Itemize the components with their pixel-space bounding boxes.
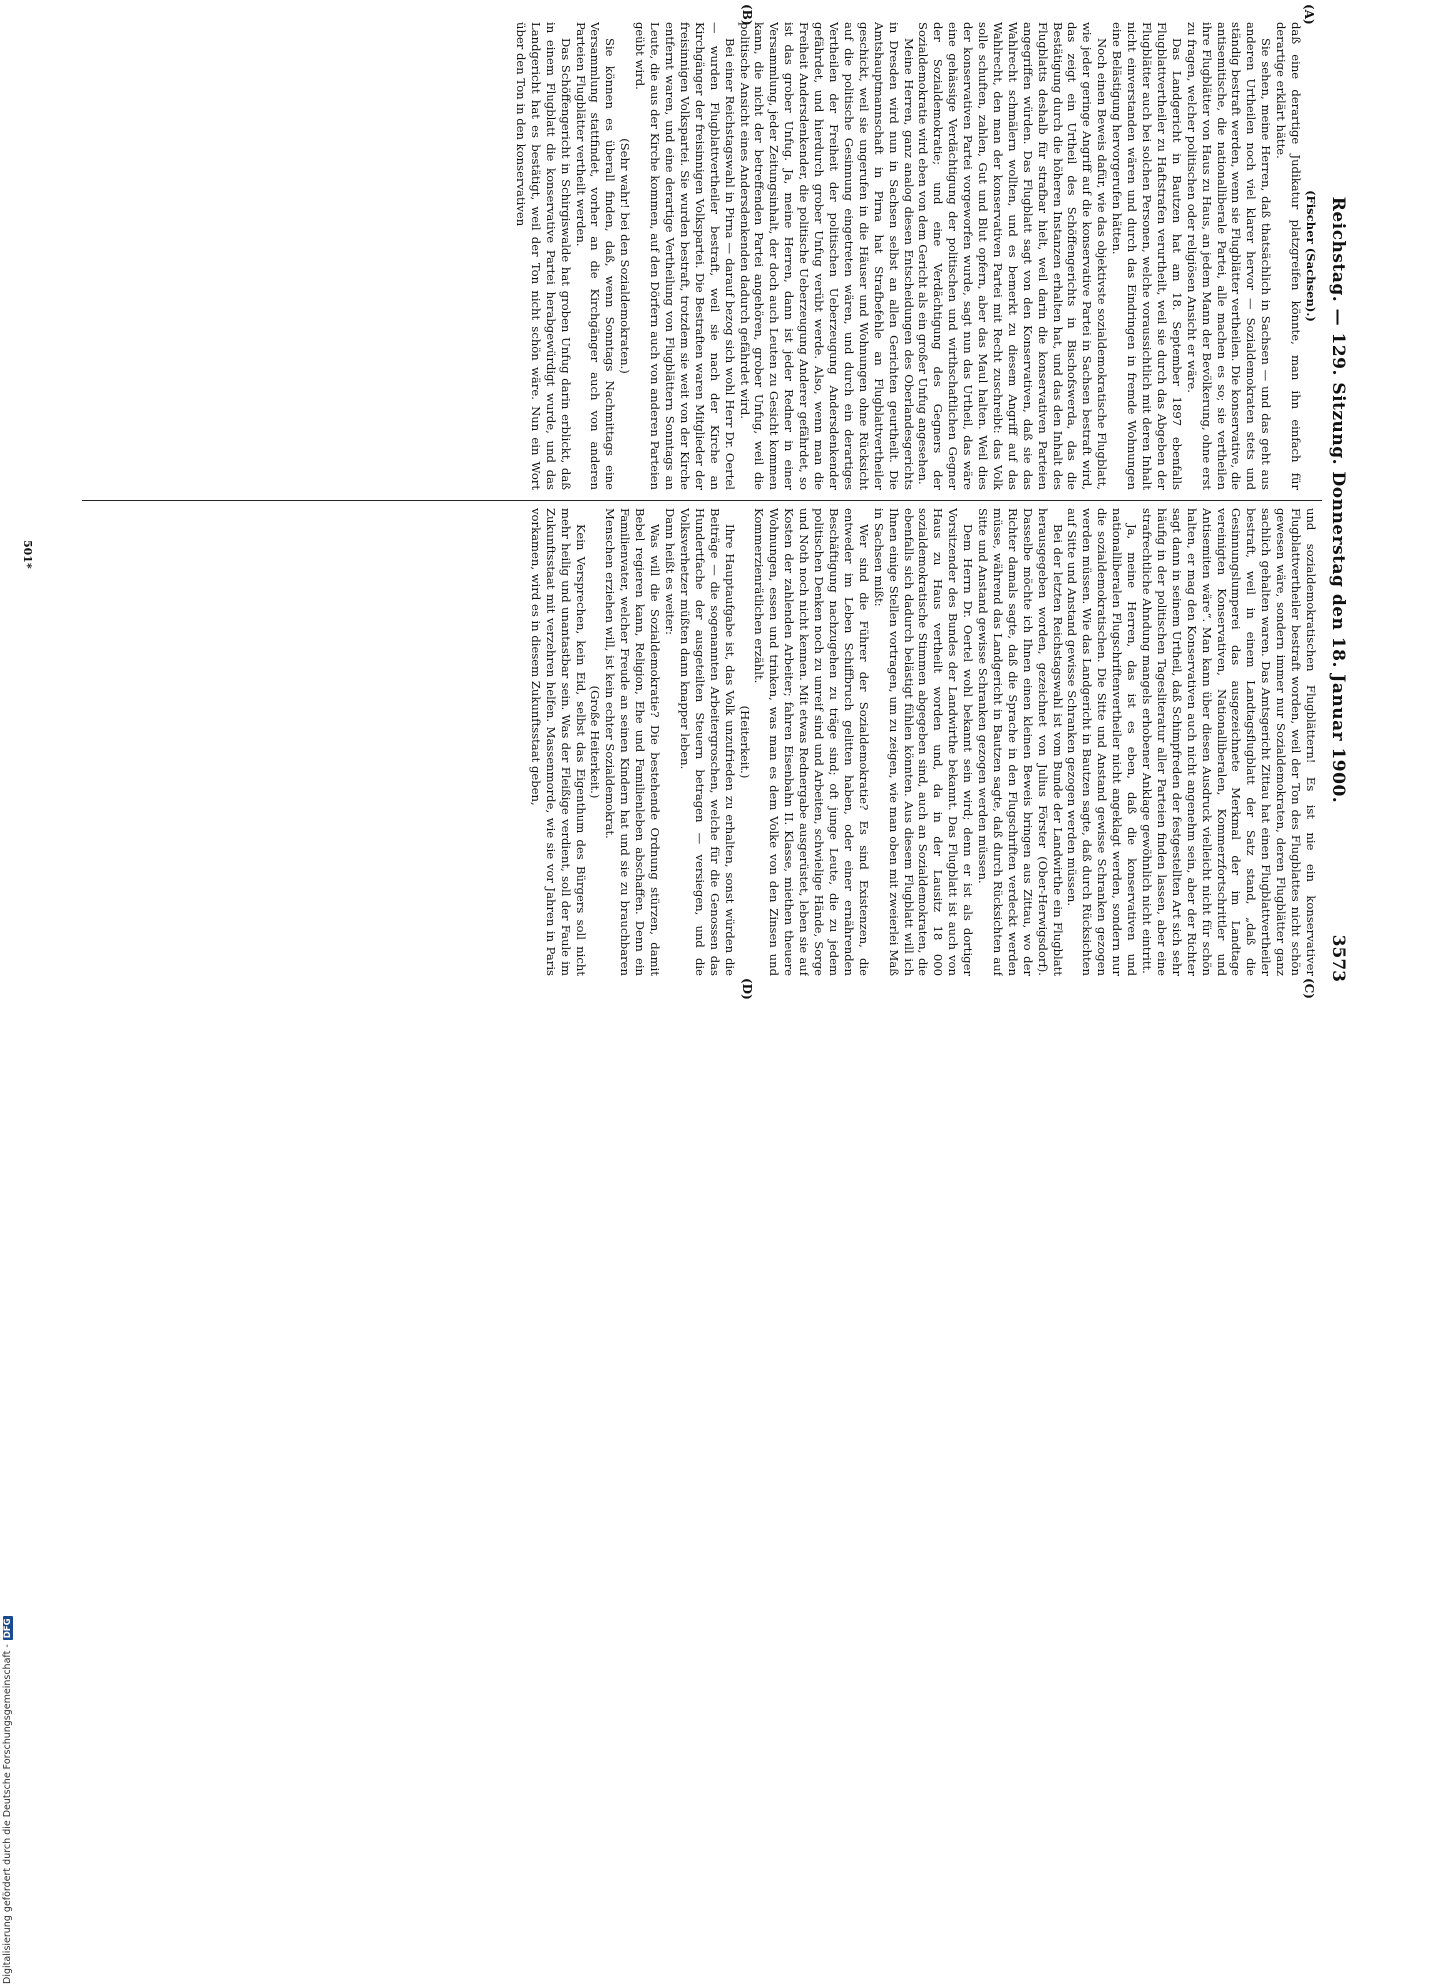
running-head: Reichstag. — 129. Sitzung. Donnerstag den 18. Januar 1900. xyxy=(1328,196,1348,804)
right-column xyxy=(528,508,1318,976)
margin-marker-c: (C) xyxy=(1302,978,1316,999)
margin-marker-a: (A) xyxy=(1302,4,1316,25)
page-number: 3573 xyxy=(1328,934,1348,982)
paragraph: Sie können es überall finden, daß, wenn Sonntags Nachmittags eine Versammlung stattfindet, vorher an die Kirchgänger auch von anderen Parteien Flugblätter vertheilt werden. xyxy=(573,22,618,490)
quoted-paragraph: Wer sind die Führer der Sozialdemokratie? Es sind Existenzen, die entweder im Leben Schiffbruch gelitten haben, oder einer ernährenden Beschäftigung nachzugehen zu träge sind; oft junge Leute, die zu jedem politischen Denken noch zu unreif sind und Arbeiten, schwielige Hände, Sorge und Noth noch nicht kennen. Mit etwas Rednergabe ausgerüstet, leben sie auf Kosten der zahlenden Arbeiter; fahren Eisenbahn II. Klasse, miethen theuere Wohnungen, essen und trinken, was man es dem Volke von den Zinsen und Kommerzienrätlichen erzählt. xyxy=(752,508,871,976)
paragraph: Bei der letzten Reichstagswahl ist vom Bunde der Landwirthe ein Flugblatt herausgegeben worden, gezeichnet von Julius Förster (Ober-Herwigsdorf). Dasselbe möchte ich Ihnen einen kleinen Beweis bringen aus Zittau, wo der Richter damals sagte, daß die Sprache in den Flugschriften verdeckt werden müsse, während das Landgericht in Bautzen sagte, daß durch Rücksichten auf Sitte und Anstand gewisse Schranken gezogen werden müssen. xyxy=(976,508,1065,976)
credit-text: Digitalisierung gefördert durch die Deutsche Forschungsgemeinschaft - xyxy=(2,1644,13,1984)
signature-mark: 501* xyxy=(21,540,34,569)
column-divider xyxy=(82,500,1322,501)
paragraph: Dann heißt es weiter: xyxy=(663,508,678,635)
interjection: (Große Heiterkeit.) xyxy=(588,685,603,799)
page-header xyxy=(1326,0,1348,1000)
paragraph: Ja, meine Herren, das ist es eben, daß die konservativen und nationalliberalen Flugschriftenvertheiler nicht angeklagt werden, sondern nur die sozialdemokratischen. Die Sitte und Anstand gewisse Schranken gezogen werden müssen. Wie das Landgericht in Bautzen sagte, daß durch Rücksichten auf Sitte und Anstand gewisse Schranken gezogen werden müssen. xyxy=(1065,508,1140,976)
margin-marker-d: (D) xyxy=(740,978,754,1000)
dfg-logo: DFG xyxy=(3,1618,13,1639)
paragraph: Noch einen Beweis dafür, wie das objektivste sozialdemokratische Flugblatt, wie jeder geringe Angriff auf die konservative Partei in Sachsen bestraft wird, das zeigt ein Urtheil des Schöffengerichts in Bischofswerda, das die Bestätigung durch die höheren Instanzen erhalten hat, und das den Inhalt des Flugblatts deshalb für strafbar hielt, weil darin die konservativen Parteien angegriffen würden. Das Flugblatt sagt von den Konservativen, daß sie das Wahlrecht schmälern wollten, und es bemerkt zu diesem Angriff auf das Wahlrecht, den man der konservativen Partei mit Recht zuschreibt: das Volk solle schuften, zahlen, Gut und Blut opfern, aber das Maul halten. Weil dies der konservativen Partei vorgeworfen wurde, sagt nun das Urtheil, das wäre eine gehässige Verdächtigung der politischen und wirthschaftlichen Gegner der Sozialdemokratie; und eine Verdächtigung des Gegners der Sozialdemokratie wird eben von dem Gericht als ein großer Unfug angesehen. xyxy=(916,22,1110,490)
paragraph: daß eine derartige Judikatur platzgreifen könnte, man ihn einfach für derartige erklärt hätte. xyxy=(1274,22,1304,490)
paragraph: Meine Herren, ganz analog diesen Entscheidungen des Oberlandesgerichts in Dresden wird nun in Sachsen selbst an allen Gerichten geurtheilt. Die Amtshauptmannschaft in Pirna hat Strafbefehle an Flugblattvertheiler geschickt, weil sie ungerufen in die Häuser und Wohnungen ohne Rücksicht auf die politische Gesinnung eingetreten wären, und durch ein derartiges Vertheilen der Freiheit der politischen Ueberzeugung Andersdenkender gefährdet, und hierdurch grober Unfug verübt werde. Also, wenn man die Freiheit Andersdenkender, die politische Ueberzeugung Anderer gefährdet, so ist das grober Unfug. Ja, meine Herren, dann ist jeder Redner in einer Versammlung, jeder Zeitungsinhalt, der doch auch Leuten zu Gesicht kommen kann, die nicht der betreffenden Partei angehören, grober Unfug, weil die politische Ansicht eines Andersdenkenden dadurch gefährdet wird. xyxy=(737,22,916,490)
paragraph: Das Landgericht in Bautzen hat am 18. September 1897 ebenfalls Flugblattvertheiler zu Haftstrafen verurtheilt, weil sie durch das Abgeben der Flugblätter auch bei solchen Personen, welche voraussichtlich mit deren Inhalt nicht einverstanden wären und durch das Eindringen in fremde Wohnungen eine Belästigung hervorgerufen hätten. xyxy=(1110,22,1184,490)
paragraph: Dem Herrn Dr. Oertel wohl bekannt sein wird; denn er ist als dortiger Vorsitzender des Bundes der Landwirthe bekannt. Das Flugblatt ist auch von Haus zu Haus vertheilt worden und, da in der Lausitz 18 000 sozialdemokratische Stimmen abgegeben sind, auch an Sozialdemokraten, die ebenfalls sich dadurch belästigt fühlen könnten. Aus diesem Flugblatt will ich Ihnen einige Stellen vortragen, um zu zeigen, wie man oben mit zweierlei Maß in Sachsen mißt: xyxy=(871,508,976,976)
paragraph: Sie sehen, meine Herren, daß thatsächlich in Sachsen — und das geht aus anderen Urtheilen noch viel klarer hervor — Sozialdemokraten stets und ständig bestraft werden, wenn sie Flugblätter vertheilen. Die konservative, die antisemitische, die nationalliberale Partei, alle machen es so; sie vertheilen ihre Flugblätter von Haus zu Haus, an jedem Mann der Bevölkerung, ohne erst zu fragen, welcher politischen oder religiösen Ansicht er wäre. xyxy=(1184,22,1274,490)
paragraph: Bei einer Reichstagswahl in Pirna — darauf bezog sich wohl Herr Dr. Oertel — wurden Flugblattvertheiler bestraft, weil sie nach der Kirche an Kirchgänger der freisinnigen Volkspartei. Die Bestraften waren Mitglieder der freisinnigen Volkspartei. Sie wurden bestraft, trotzdem sie weit von der Kirche entfernt waren, und eine derartige Vertheilung von Flugblättern Sonntags an Leute, die aus der Kirche kommen, auf den Dörfern auch von anderen Parteien geübt wird. xyxy=(633,22,737,490)
interjection: (Sehr wahr! bei den Sozialdemokraten.) xyxy=(618,138,633,374)
credit-text-wrapper xyxy=(2,984,16,1984)
speaker-label: (Fischer (Sachsen).) xyxy=(1304,190,1318,322)
paragraph: Das Schöffengericht in Schirgiswalde hat groben Unfug darin erblickt, daß in einem Flugblatt die konservative Partei herabgewürdigt wurde, und das Landgericht hat es bestätigt, weil der Ton nicht schön wäre. Nun ein Wort über den Ton in den konservativen xyxy=(513,22,573,490)
left-column xyxy=(118,22,1318,490)
interjection: (Heiterkeit.) xyxy=(737,705,752,779)
quoted-paragraph: Ihre Hauptaufgabe ist, das Volk unzufrieden zu erhalten, sonst würden die Beiträge — die sogenannten Arbeitergroschen, welche für die Genossen das Hundertfache der ausgeteilten Steuern betragen — versiegen, und die Volksverhetzer müßten dann knapper leben. xyxy=(677,508,737,976)
paragraph: und sozialdemokratischen Flugblättern! Es ist nie ein konservativer Flugblattvertheiler bestraft worden, weil der Ton des Flugblattes nicht schön gewesen wäre, sondern immer nur Sozialdemokraten, deren Flugblätter ganz sachlich gehalten waren. Das Amtsgericht Zittau hat einen Flugblattvertheiler bestraft, weil in einem Landtagsflugblatt der Satz stand, „daß die Gesinnungslumperei das ausgezeichnete Merkmal der im Landtage vereinigten Konservativen, Nationalliberalen, Kommerzfortschrittler und Antisemiten wäre“. Man kann über diesen Ausdruck vielleicht nicht für schön halten, er mag den Konservativen auch nicht angenehm sein, aber der Richter sagt dann in seinem Urtheil, daß Schimpfreden der festgestellten Art sich sehr häufig in der politischen Tagesliteratur aller Parteien finden lassen, aber eine strafrechtliche Ahndung mangels erhobener Anklage gewöhnlich nicht eintritt. xyxy=(1140,508,1318,976)
quoted-paragraph: Was will die Sozialdemokratie? Die bestehende Ordnung stürzen, damit Bebel regieren kann, Religion, Ehe und Familienleben abschaffen. Denn ein Familienvater, welcher Freude an seinen Kindern hat und sie zu brauchbaren Menschen erziehen will, ist kein echter Sozialdemokrat. xyxy=(603,508,663,976)
quoted-paragraph: Kein Versprechen, kein Eid, selbst das Eigenthum des Bürgers soll nicht mehr heilig und unantastbar sein. Was der Fleißige verdient, soll der Faule im Zukunftsstaat mit verzehren helfen. Massenmorde, wie sie vor Jahren in Paris vorkamen, wird es in diesem Zukunftsstaat geben, xyxy=(528,508,588,976)
margin-marker-b: (B) xyxy=(740,4,754,26)
credit-strip xyxy=(0,984,1434,1984)
